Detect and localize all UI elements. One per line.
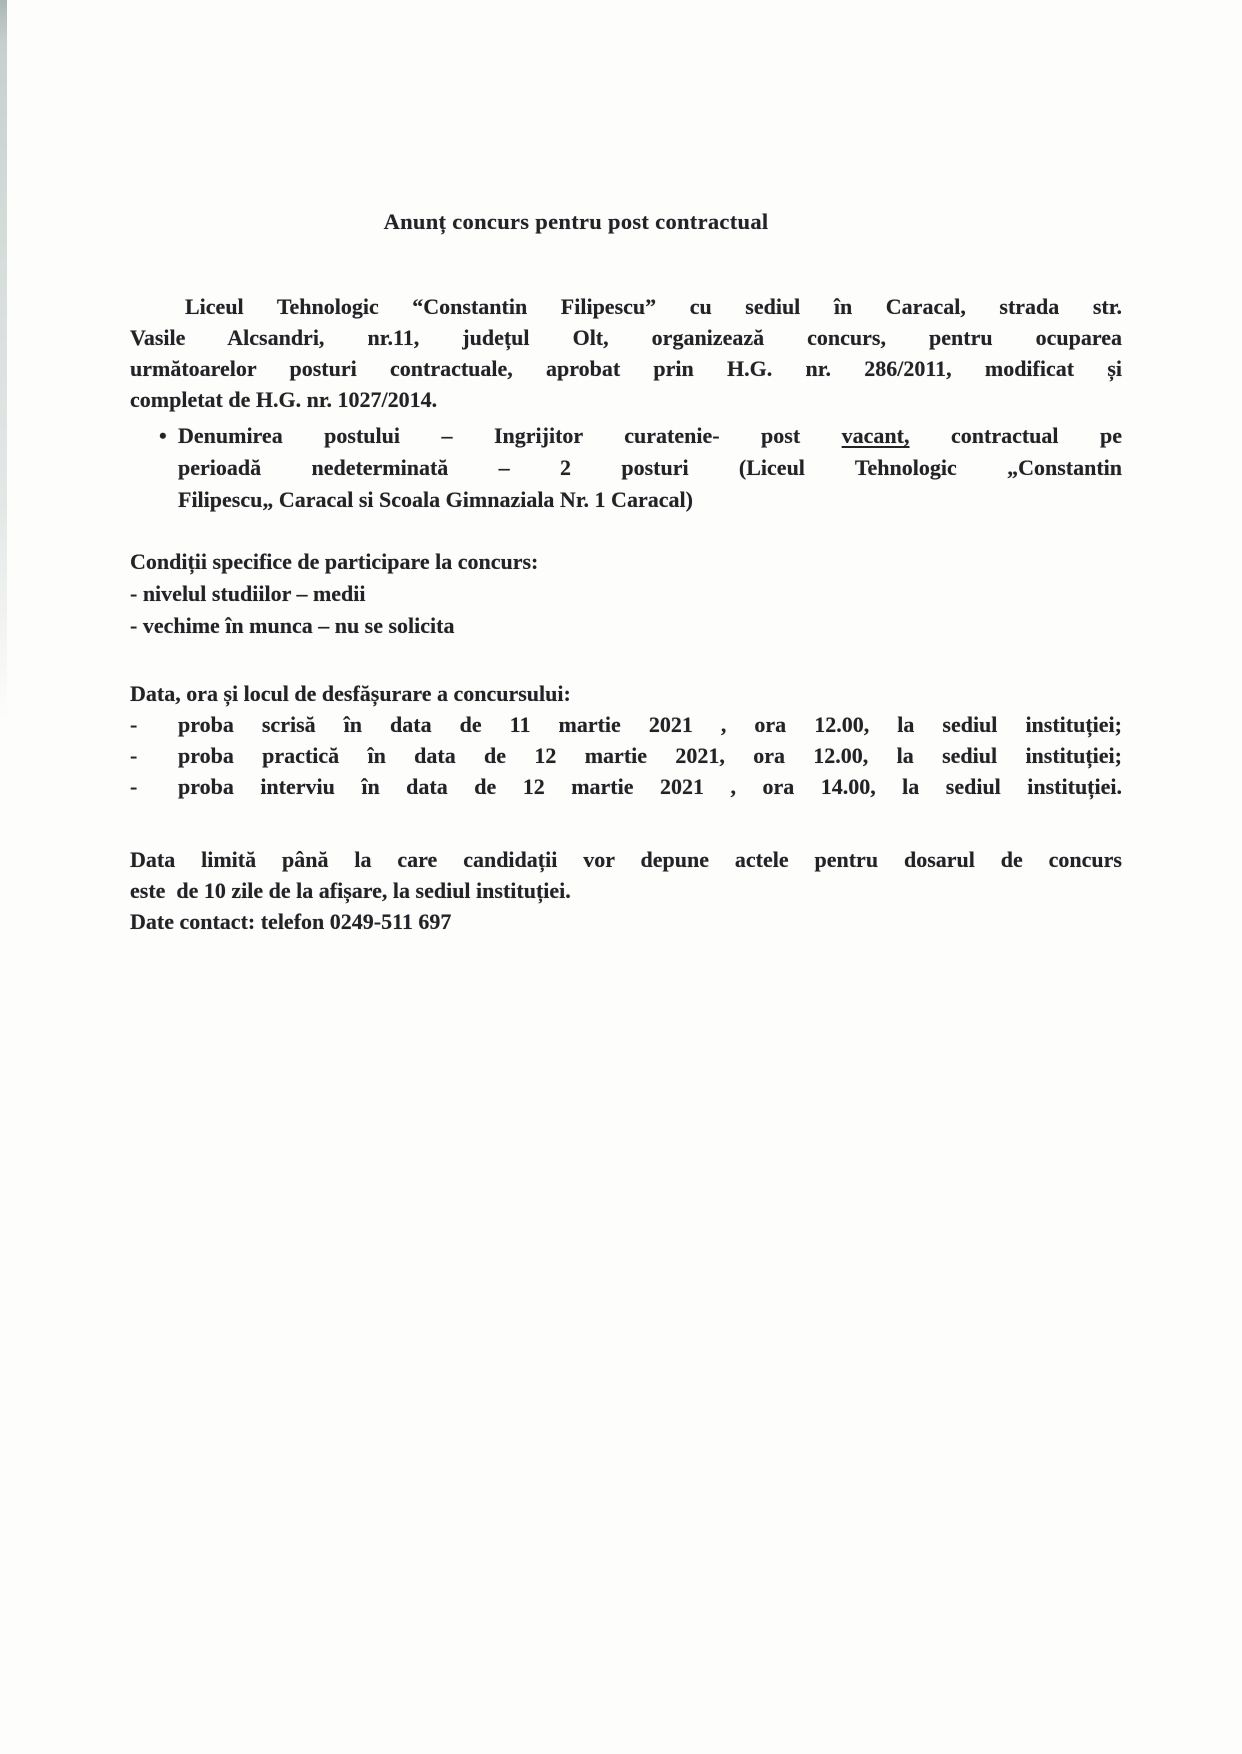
schedule-item: [130, 740, 1122, 771]
document-content: [130, 205, 1122, 937]
schedule-section: [130, 678, 1122, 802]
bullet-line: [178, 420, 1122, 452]
schedule-item-text: proba practică în data de 12 martie 2021, ora 12.00, la sediul instituției;: [178, 743, 1122, 768]
bullet-line: Filipescu„ Caracal si Scoala Gimnaziala Nr. 1 Caracal): [178, 487, 693, 512]
schedule-item: [130, 709, 1122, 740]
intro-line: completat de H.G. nr. 1027/2014.: [130, 387, 438, 412]
conditions-section: [130, 546, 1122, 642]
schedule-item: [130, 771, 1122, 802]
contact-line: Date contact: telefon 0249-511 697: [130, 909, 452, 934]
closing-section: [130, 844, 1122, 937]
schedule-item-marker: -: [130, 743, 138, 768]
intro-line: Liceul Tehnologic “Constantin Filipescu” cu sediul în Caracal, strada str.: [185, 294, 1122, 319]
underlined-vacant: vacant,: [841, 423, 910, 448]
condition-item: - vechime în munca – nu se solicita: [130, 613, 455, 638]
intro-line: Vasile Alcsandri, nr.11, județul Olt, organizează concurs, pentru ocuparea: [130, 325, 1122, 350]
schedule-heading: Data, ora și locul de desfășurare a concursului:: [130, 681, 571, 706]
bullet-text-post: contractual pe: [909, 423, 1123, 448]
conditions-heading: Condiții specifice de participare la concurs:: [130, 549, 539, 574]
announcement-title: Anunț concurs pentru post contractual: [383, 209, 769, 234]
intro-paragraph: [130, 291, 1122, 415]
schedule-item-marker: -: [130, 712, 138, 737]
bullet-icon: •: [159, 423, 167, 448]
condition-item: - nivelul studiilor – medii: [130, 581, 366, 606]
closing-line: este de 10 zile de la afișare, la sediul instituției.: [130, 878, 571, 903]
bullet-text-pre: Denumirea postului – Ingrijitor curatenie- post: [178, 423, 842, 448]
schedule-item-text: proba scrisă în data de 11 martie 2021 , ora 12.00, la sediul instituției;: [178, 712, 1122, 737]
bullet-line: perioadă nedeterminată – 2 posturi (Liceul Tehnologic „Constantin: [178, 455, 1122, 480]
schedule-item-marker: -: [130, 774, 138, 799]
schedule-item-text: proba interviu în data de 12 martie 2021 , ora 14.00, la sediul instituției.: [178, 774, 1122, 799]
intro-line: următoarelor posturi contractuale, aprobat prin H.G. nr. 286/2011, modificat și: [130, 356, 1122, 381]
job-bullet-item: [159, 420, 1123, 516]
closing-line: Data limită până la care candidații vor depune actele pentru dosarul de concurs: [130, 847, 1122, 872]
scan-edge-artifact: [0, 0, 7, 720]
